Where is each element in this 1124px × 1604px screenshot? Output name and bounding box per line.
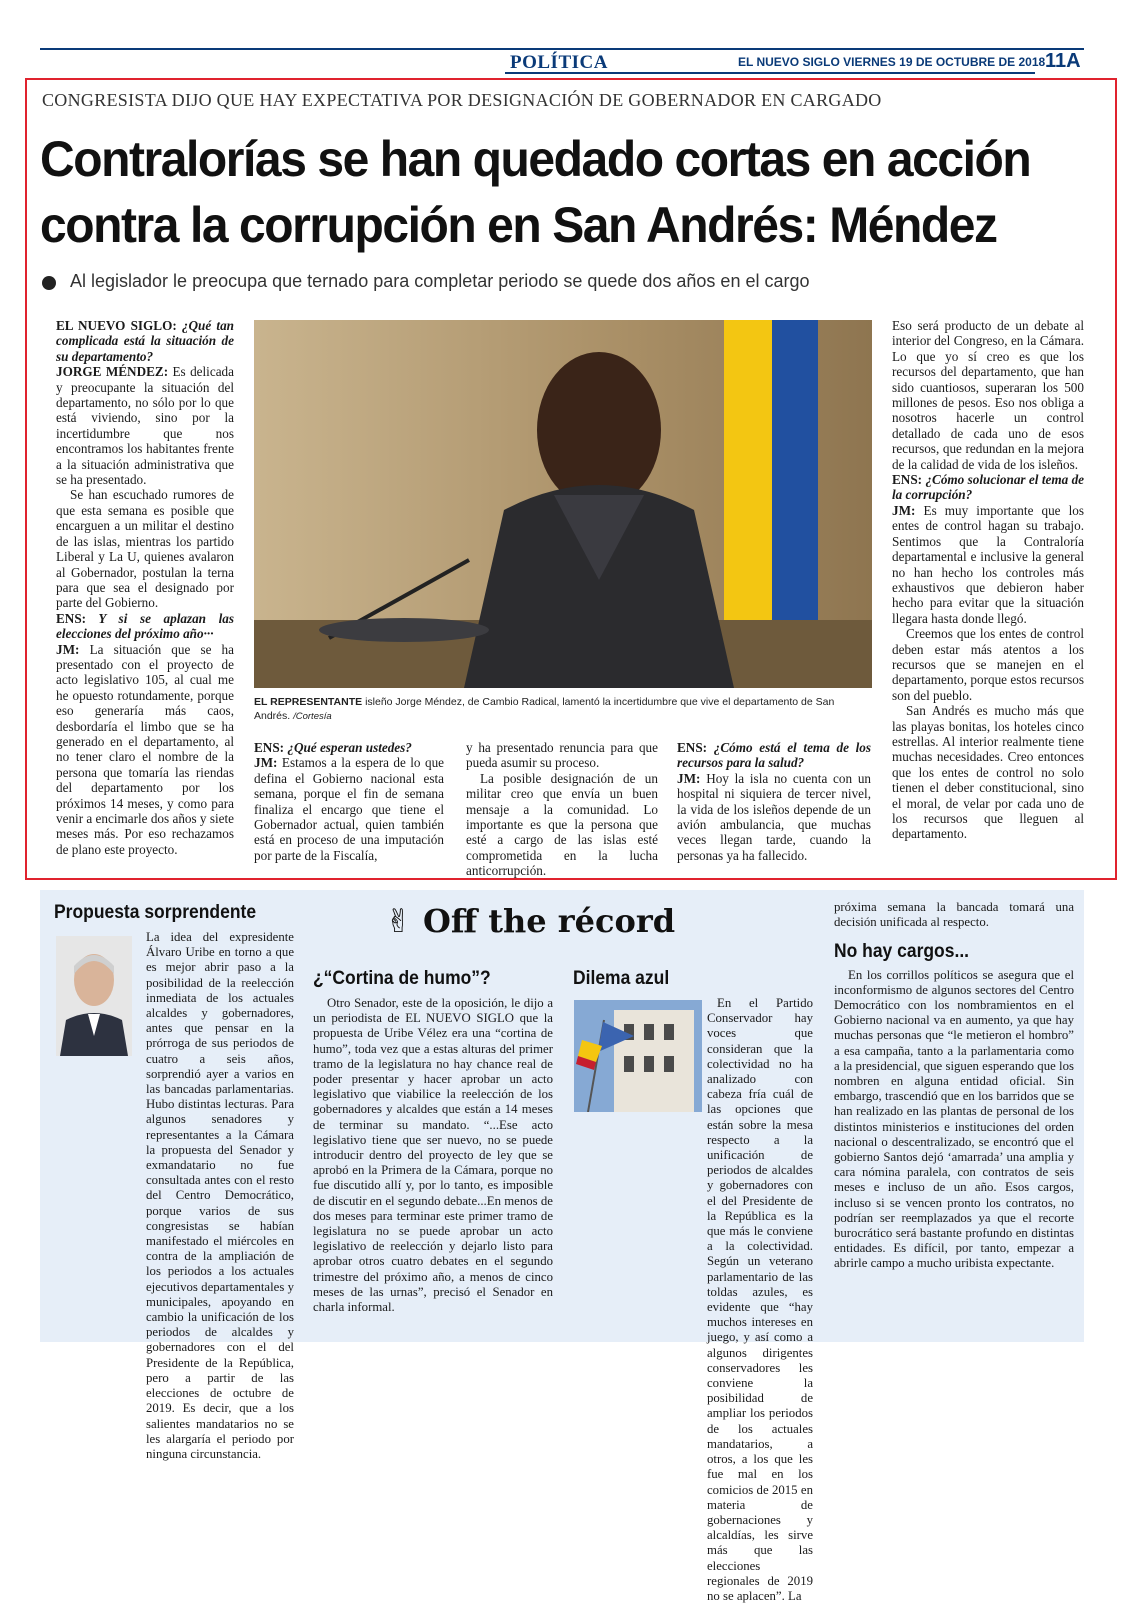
dilema-body (573, 996, 813, 1604)
nohay-body (834, 900, 1074, 1272)
paragraph: Se han escuchado rumores de que esta semana es posible que encarguen a un militar el destino de las islas, mientras los partido Liberal y La U, quienes avalaron al Gobernador, postulan la terna para que sea el designado por parte del Gobierno. (56, 487, 234, 611)
masthead-date: EL NUEVO SIGLO VIERNES 19 DE OCTUBRE DE 2018 (738, 55, 1046, 69)
headline-line-1: Contralorías se han quedado cortas en acción (40, 131, 1031, 187)
photo-caption: EL REPRESENTANTE isleño Jorge Méndez, de Cambio Radical, lamentó la incertidumbre que vive el departamento de San Andrés. /Cortesía (254, 696, 835, 722)
question: ENS: ¿Cómo está el tema de los recursos para la salud? (677, 740, 872, 771)
cortina-paragraph: Otro Senador, este de la oposición, le dijo a un periodista de EL NUEVO SIGLO que la propuesta de Uribe Vélez era una “cortina de humo”, toda vez que a estas alturas del primer tramo de la legislatura no hay chance real de poder presentar y hacer aprobar un acto legislativo que viabilice la reelección de los gobernadores y alcaldes que están a 14 meses de terminar su mandato. “...Ese acto legislativo tiene que ser nuevo, no se puede introducir dentro del proyecto de ley que se aprobó en la Primera de la Cámara, porque no fue discutido allí y, por lo tanto, es imposible de discutir en el segundo debate...En menos de dos meses para terminar este primer tramo de legislatura no se puede aprobar un acto legislativo de reelección y dejarlo listo para aprobar otros cuatro debates en el segundo trimestre del próximo año, a menos de cinco meses de las urnas”, precisó el Senador en charla informal. (313, 996, 553, 1315)
question: ENS: Y si se aplazan las elecciones del próximo año··· (56, 610, 234, 642)
photo-illustration (254, 320, 872, 688)
article-headline (40, 126, 1058, 258)
article-column-2 (254, 740, 444, 863)
answer: JM: Estamos a la espera de lo que defina el Gobierno nacional esta semana, porque el fin de semana finaliza el encargo que tiene el Gobernador actual, quien también está en proceso de una imputación por parte de la Fiscalía, (254, 755, 445, 863)
answer: JM: Hoy la isla no cuenta con un hospital ni siquiera de tercer nivel, la vida de los isleños depende de un avión ambulancia, que muchas veces llegan tarde, cuando la personas ya ha fallecido. (677, 770, 872, 863)
article-column-4 (677, 740, 871, 863)
answer: JM: La situación que se ha presentado con el proyecto de acto legislativo 105, al cual me he opuesto rotundamente, porque eso generaría más caos, desbordaría el limbo que se ha generado en el departamento, al no tener claro el nombre de la persona que tomaría las riendas del departamento por los próximos 14 meses, y como para venir a encimarle dos años y siete meses más. Por eso rechazamos de plano este proyecto. (56, 641, 235, 857)
nohay-paragraph: En los corrillos políticos se asegura que el inconformismo de algunos sectores del Centro Democrático con los nombramientos en el Gobierno nacional va en aumento, ya que hay muchas personas que “le metieron el hombro” a esa campaña, tanto a la parlamentaria como a la presidencial, que siguen esperando que los nombren en alguna entidad oficial. Sin embargo, trascendió que en los barridos que se han realizado en las plantas de personal de los distintos ministerios e instituciones del orden nacional o descentralizado, se encontró que el gobierno Santos dejó ‘amarrada’ una amplia y cara nómina paralela, con contratos de seis meses e incluso de un año. Esos cargos, incluso si se vencen pronto los contratos, no podrían ser reemplazados ya que el recorte burocrático será bastante profundo en distintas entidades. Es difícil, por tanto, empezar a abrirle campo a mucho uribista expectante. (834, 967, 1074, 1271)
article-column-1 (56, 318, 234, 857)
dilema-title: Dilema azul (573, 968, 670, 989)
article-kicker: CONGRESISTA DIJO QUE HAY EXPECTATIVA POR DESIGNACIÓN DE GOBERNADOR EN CARGADO (42, 90, 882, 110)
question: EL NUEVO SIGLO: ¿Qué tan complicada está la situación de su departamento? (56, 318, 234, 364)
answer: JORGE MÉNDEZ: Es delicada y preocupante la situación del departamento, no sólo por lo que está viviendo, sino por la incertidumbre que nos encontramos los habitantes frente a la situación administrativa que se ha presentado. (56, 364, 234, 488)
question: ENS: ¿Qué esperan ustedes? (254, 740, 412, 755)
answer: JM: Es muy importante que los entes de control hagan su trabajo. Sentimos que la Contraloría departamental e inclusive la general no han hecho los controles más exhaustivos que debieron haber hecho para evitar que la situación llegara hasta donde llegó. (892, 502, 1084, 626)
paragraph: San Andrés es mucho más que las playas bonitas, los hoteles cinco estrellas. Al interior realmente tiene muchas necesidades. Creo entonces que los entes de control no solo tienen el deber constitucional, sino el moral, de velar por cada uno de los recursos que lleguen al departamento. (892, 703, 1084, 842)
article-column-5 (892, 318, 1084, 842)
article-column-3 (466, 740, 658, 879)
propuesta-body (54, 930, 294, 1462)
bullet-icon (42, 276, 56, 290)
paragraph: Creemos que los entes de control deben estar más atentos a los recursos que se manejen en el departamento, porque estos recursos son del pueblo. (892, 626, 1084, 703)
dilema-continuation: próxima semana la bancada tomará una decisión unificada al respecto. (834, 900, 1074, 930)
propuesta-title: Propuesta sorprendente (54, 902, 257, 923)
paragraph: y ha presentado renuncia para que pueda asumir su proceso. (466, 740, 658, 771)
section-label: POLÍTICA (510, 52, 608, 73)
question: ENS: ¿Cómo solucionar el tema de la corrupción? (892, 472, 1085, 503)
cortina-body (313, 996, 553, 1315)
victory-hand-icon: ✌ (385, 902, 412, 940)
article-photo (254, 320, 872, 688)
cortina-title: ¿“Cortina de humo”? (313, 968, 491, 989)
page-number: 11A (1045, 50, 1081, 72)
paragraph: Eso será producto de un debate al interior del Congreso, en la Cámara. Lo que yo sí creo es que los recursos del departamento, que han sido cuantiosos, superaran los 500 millones de pesos. Eso nos obliga a nosotros hacerle un control detallado de cada uno de esos recursos, que redundan en la mejora de la calidad de vida de los isleños. (892, 318, 1084, 472)
headline-line-2: contra la corrupción en San Andrés: Méndez (40, 197, 997, 253)
nohay-title: No hay cargos... (834, 941, 970, 963)
article-subhead: Al legislador le preocupa que ternado para completar periodo se quede dos años en el cargo (70, 271, 810, 291)
paragraph: La posible designación de un militar creo que envía un buen mensaje a la comunidad. Lo importante es que la persona que esté a cargo de las islas esté comprometida en la lucha anticorrupción. (466, 770, 658, 879)
propuesta-paragraph: La idea del expresidente Álvaro Uribe en torno a que es mejor abrir paso a la posibilidad de la reelección inmediata de los actuales alcaldes y gobernadores, antes que pensar en la prórroga de sus periodos de cuatro a seis años, sorprendió ayer a varios en las bancadas parlamentarias. Hubo distintas lecturas. Para algunos senadores y representantes a la Cámara la propuesta del Senador y exmandatario no fue consultada antes con el resto del Centro Democrático, porque varios de sus congresistas se habían manifestado el miércoles en contra de la ampliación de los periodos a los actuales ejecutivos departamentales y municipales, apoyando en cambio la unificación de los periodos de alcaldes y gobernadores con el del Presidente de la República, pero a partir de las elecciones de octubre de 2019. Es decir, que a los salientes mandatarios no se les alargaría el periodo por ninguna circunstancia. (146, 930, 294, 1461)
dilema-paragraph: En el Partido Conservador hay voces que consideran que la colectividad no ha analizado con cabeza fría cuál de las opciones que están sobre la mesa respecto a la unificación de periodos de alcaldes y gobernadores con el del Presidente de la República es la que más le conviene a la colectividad. Según un veterano parlamentario de las toldas azules, es evidente que “hay muchos intereses en juego, y así como a algunos dirigentes conservadores les conviene la posibilidad de ampliar los periodos de los actuales mandatarios, a otros, a los que les fue mal en los comicios de 2015 en materia de gobernaciones y alcaldías, les sirve más que las elecciones regionales de 2019 no se aplacen”. La (707, 996, 813, 1603)
off-the-record-title: ✌ Off the récord (385, 902, 676, 940)
